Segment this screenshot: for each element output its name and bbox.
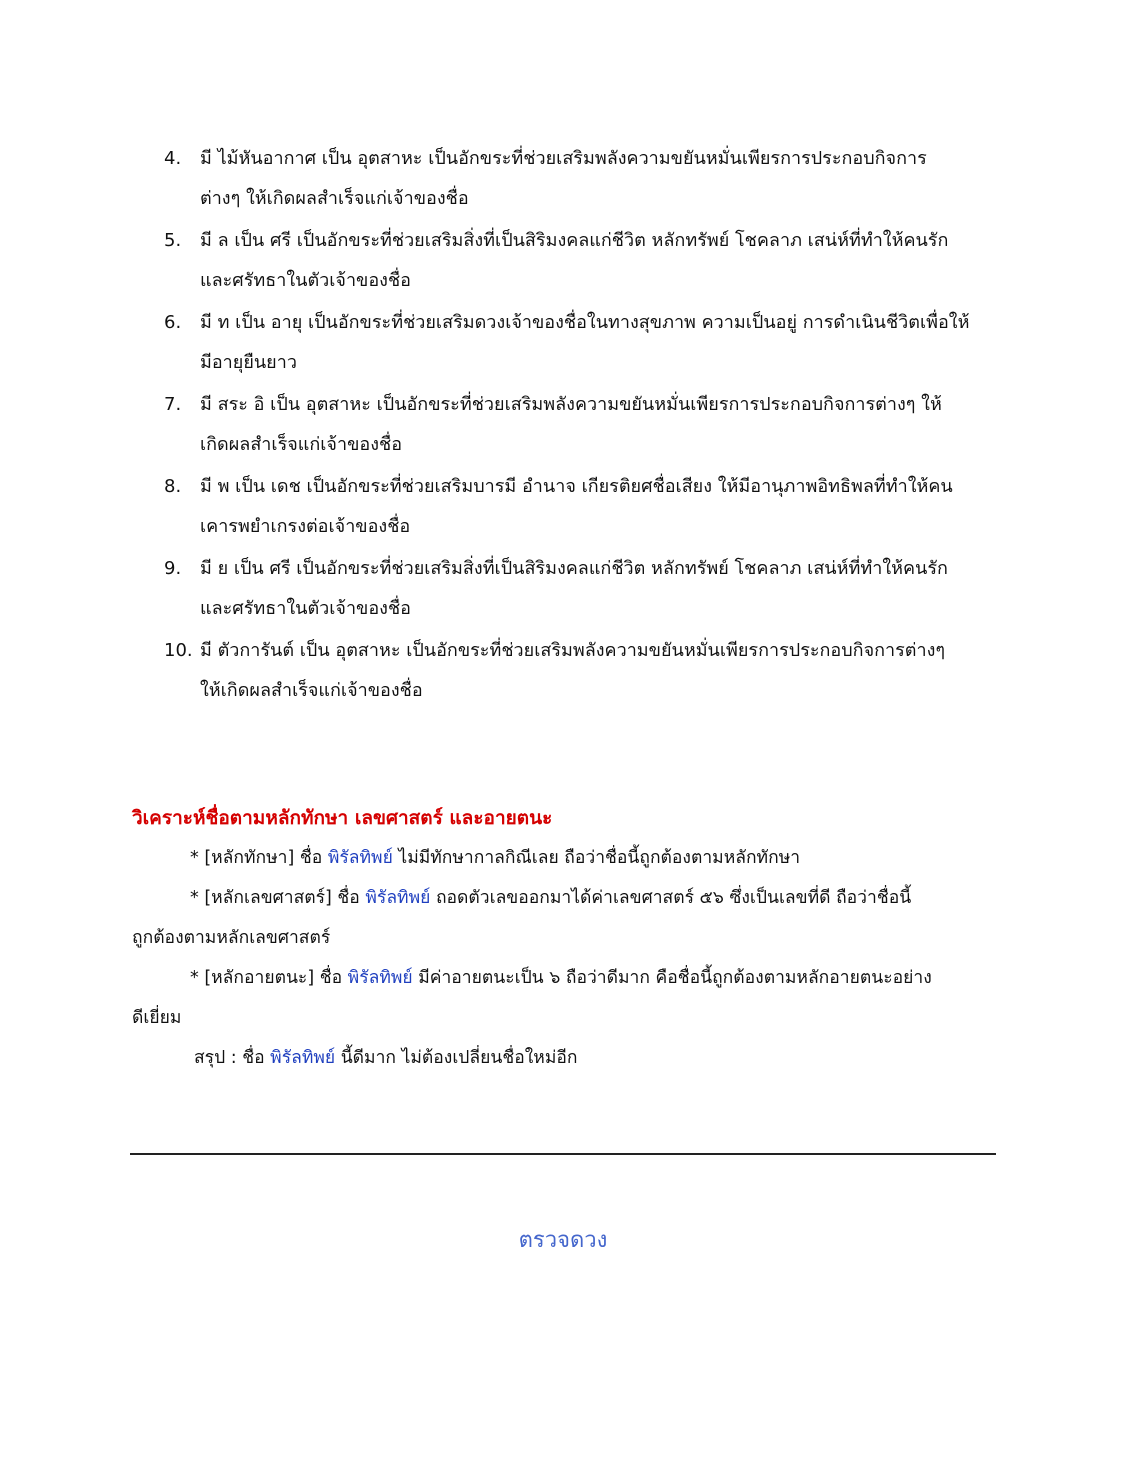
name-analysis-section (132, 798, 1002, 1096)
analyzed-name: พิรัลทิพย์ (347, 968, 413, 988)
analyzed-name: พิรัลทิพย์ (270, 1048, 336, 1068)
check-horoscope-link[interactable]: ตรวจดวง (518, 1228, 608, 1253)
list-item-line: และศรัทธาในตัวเจ้าของชื่อ (200, 598, 411, 619)
list-number: 8. (164, 476, 182, 497)
horizontal-divider (130, 1153, 996, 1155)
list-item (164, 631, 1004, 711)
list-number: 4. (164, 148, 182, 169)
list-item (164, 385, 1004, 465)
list-item (164, 467, 1004, 547)
list-item-line: มีอายุยืนยาว (200, 352, 297, 373)
list-number: 6. (164, 312, 182, 333)
list-item-line: มี ย เป็น ศรี เป็นอักขระที่ช่วยเสริมสิ่งที่เป็นสิริมงคลแก่ชีวิต หลักทรัพย์ โชคลาภ เสน่ห์ที่ทำให้คนรัก (200, 558, 948, 579)
list-number: 5. (164, 230, 182, 251)
section-title: วิเคราะห์ชื่อตามหลักทักษา เลขศาสตร์ และอายตนะ (132, 807, 553, 829)
list-item-line: มี ล เป็น ศรี เป็นอักขระที่ช่วยเสริมสิ่งที่เป็นสิริมงคลแก่ชีวิต หลักทรัพย์ โชคลาภ เสน่ห์ที่ทำให้คนรัก (200, 230, 949, 251)
list-item-line: มี ไม้หันอากาศ เป็น อุตสาหะ เป็นอักขระที่ช่วยเสริมพลังความขยันหมั่นเพียรการประกอบกิจการ (200, 148, 927, 169)
list-item-line: มี พ เป็น เดช เป็นอักขระที่ช่วยเสริมบารมี อำนาจ เกียรติยศชื่อเสียง ให้มีอานุภาพอิทธิพลที่ทำให้คน (200, 476, 953, 497)
paragraph-continuation: ถูกต้องตามหลักเลขศาสตร์ (132, 928, 331, 948)
list-item-line: เกิดผลสำเร็จแก่เจ้าของชื่อ (200, 434, 403, 455)
paragraph-continuation: ดีเยี่ยม (132, 1008, 182, 1028)
list-item (164, 549, 1004, 629)
list-number: 7. (164, 394, 182, 415)
list-item-line: ให้เกิดผลสำเร็จแก่เจ้าของชื่อ (200, 680, 423, 701)
list-item-line: มี ท เป็น อายุ เป็นอักขระที่ช่วยเสริมดวงเจ้าของชื่อในทางสุขภาพ ความเป็นอยู่ การดำเนินชีวิตเพื่อให้ (200, 312, 970, 333)
analyzed-name: พิรัลทิพย์ (327, 848, 393, 868)
list-item-line: มี สระ อิ เป็น อุตสาหะ เป็นอักขระที่ช่วยเสริมพลังความขยันหมั่นเพียรการประกอบกิจการต่างๆ ให้ (200, 394, 942, 415)
element-meaning-list (164, 139, 1004, 713)
taksa-paragraph: * [หลักทักษา] ชื่อ พิรัลทิพย์ ไม่มีทักษากาลกิณีเลย ถือว่าชื่อนี้ถูกต้องตามหลักทักษา (190, 848, 801, 868)
list-item-line: มี ตัวการันต์ เป็น อุตสาหะ เป็นอักขระที่ช่วยเสริมพลังความขยันหมั่นเพียรการประกอบกิจการต่างๆ (200, 640, 946, 661)
list-item (164, 221, 1004, 301)
list-item (164, 303, 1004, 383)
list-number: 9. (164, 558, 182, 579)
analyzed-name: พิรัลทิพย์ (365, 888, 431, 908)
list-item-line: เคารพยำเกรงต่อเจ้าของชื่อ (200, 516, 411, 537)
numerology-paragraph: * [หลักเลขศาสตร์] ชื่อ พิรัลทิพย์ ถอดตัวเลขออกมาได้ค่าเลขศาสตร์ ๕๖ ซึ่งเป็นเลขที่ดี ถือว่าชื่อนี้ ถูกต้องตามหลักเลขศาสตร์ (132, 878, 1002, 958)
ayatana-paragraph: * [หลักอายตนะ] ชื่อ พิรัลทิพย์ มีค่าอายตนะเป็น ๖ ถือว่าดีมาก คือชื่อนี้ถูกต้องตามหลักอายตนะอย่าง ดีเยี่ยม (132, 958, 1002, 1038)
list-item (164, 139, 1004, 219)
list-item-line: ต่างๆ ให้เกิดผลสำเร็จแก่เจ้าของชื่อ (200, 188, 469, 209)
list-number: 10. (164, 640, 193, 661)
summary-line: สรุป : ชื่อ พิรัลทิพย์ นี้ดีมาก ไม่ต้องเปลี่ยนชื่อใหม่อีก (194, 1048, 578, 1068)
list-item-line: และศรัทธาในตัวเจ้าของชื่อ (200, 270, 411, 291)
